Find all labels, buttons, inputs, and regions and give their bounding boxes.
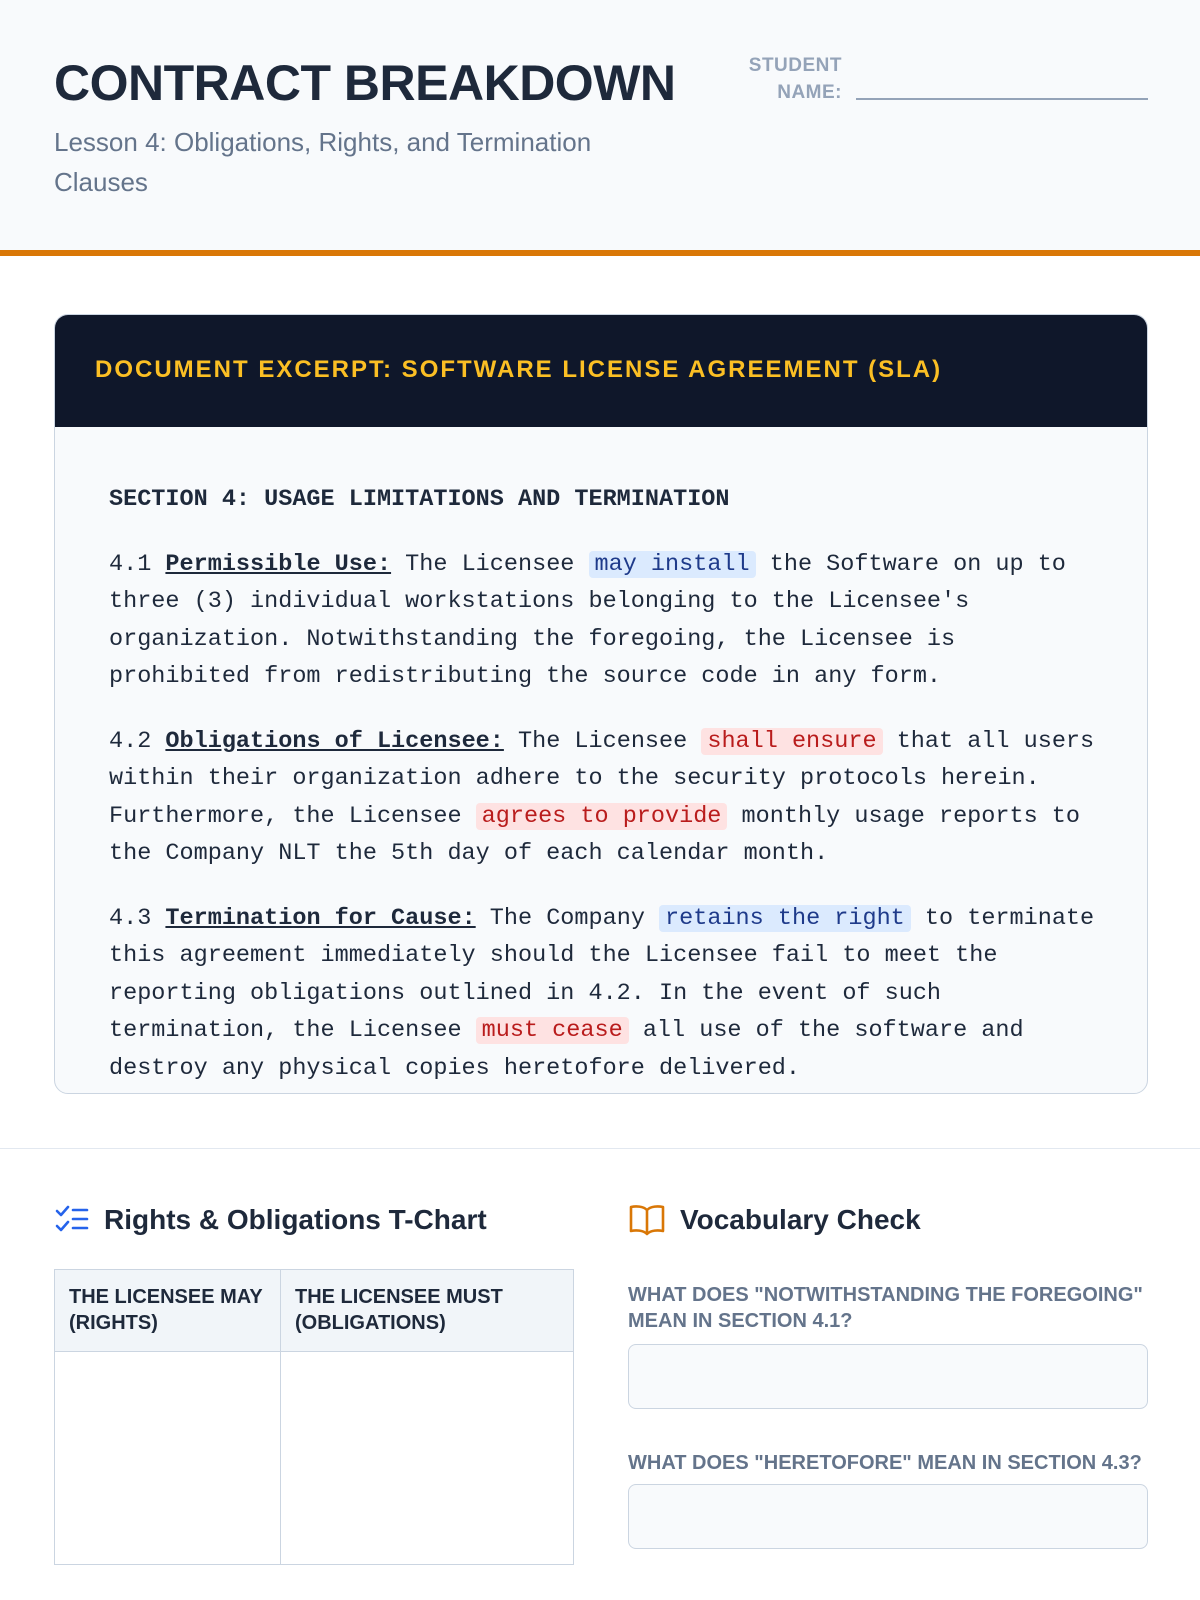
rights-highlight: retains the right bbox=[659, 905, 911, 932]
obligation-highlight: shall ensure bbox=[701, 728, 882, 755]
worksheet-header bbox=[0, 0, 1200, 256]
clause-label: Permissible Use: bbox=[165, 550, 392, 578]
clause-text: The Licensee bbox=[518, 727, 688, 755]
clause-number: 4.2 bbox=[109, 727, 152, 755]
obligation-highlight: agrees to provide bbox=[476, 803, 728, 830]
clause-number: 4.3 bbox=[109, 904, 152, 932]
clause-text: The Licensee bbox=[405, 550, 575, 578]
lesson-subtitle: Lesson 4: Obligations, Rights, and Termination Clauses bbox=[54, 127, 592, 197]
obligation-highlight: must cease bbox=[476, 1017, 629, 1044]
section-heading: SECTION 4: USAGE LIMITATIONS AND TERMINATION bbox=[109, 486, 730, 513]
clause-text: all use of the software and destroy any physical copies heretofore delivered. bbox=[109, 1017, 1024, 1082]
tchart-heading bbox=[54, 1202, 487, 1238]
checklist-icon bbox=[54, 1204, 90, 1236]
rights-highlight: may install bbox=[589, 551, 756, 578]
document-excerpt bbox=[54, 314, 1148, 1094]
excerpt-title: DOCUMENT EXCERPT: SOFTWARE LICENSE AGREEMENT (SLA) bbox=[95, 356, 943, 383]
vocab-answer-2-field[interactable] bbox=[628, 1484, 1148, 1549]
clause-label: Obligations of Licensee: bbox=[165, 727, 504, 755]
clause-text: the Software on up to three (3) individual workstations belonging to the Licensee's organization. Notwithstanding the foregoing, the Licensee is prohibited from redistributing the source code in any form. bbox=[109, 550, 1066, 690]
clause-4-1 bbox=[109, 546, 1109, 696]
vocab-question-2: WHAT DOES "HERETOFORE" MEAN IN SECTION 4.3? bbox=[628, 1452, 1142, 1474]
clause-text: The Company bbox=[489, 904, 645, 932]
page-title: CONTRACT BREAKDOWN bbox=[54, 55, 676, 111]
tchart-column-obligations bbox=[281, 1270, 573, 1564]
tchart-cell-obligations[interactable] bbox=[281, 1352, 573, 1564]
clause-number: 4.1 bbox=[109, 550, 152, 578]
clause-4-2 bbox=[109, 723, 1109, 873]
clause-text: to terminate this agreement immediately should the Licensee fail to meet the reporting obligations outlined in 4.2. In the event of such termination, the Licensee bbox=[109, 904, 1095, 1044]
tchart-header-rights: THE LICENSEE MAY (RIGHTS) bbox=[55, 1270, 280, 1352]
student-name-label: STUDENT NAME: bbox=[748, 55, 842, 103]
student-name-field[interactable] bbox=[856, 98, 1148, 100]
vocab-question-1: WHAT DOES "NOTWITHSTANDING THE FOREGOING" MEAN IN SECTION 4.1? bbox=[628, 1284, 1143, 1332]
tchart-title: Rights & Obligations T-Chart bbox=[104, 1204, 487, 1235]
book-icon bbox=[628, 1203, 666, 1237]
tchart-column-rights bbox=[55, 1270, 281, 1564]
vocab-heading bbox=[628, 1202, 921, 1238]
section-divider bbox=[0, 1148, 1200, 1149]
clause-text: monthly usage reports to the Company NLT the 5th day of each calendar month. bbox=[109, 802, 1080, 867]
excerpt-header bbox=[55, 315, 1147, 427]
clause-4-3 bbox=[109, 900, 1109, 1088]
clause-label: Termination for Cause: bbox=[165, 904, 476, 932]
vocab-answer-1-field[interactable] bbox=[628, 1344, 1148, 1409]
tchart-cell-rights[interactable] bbox=[55, 1352, 280, 1564]
clause-text: that all users within their organization adhere to the security protocols herein. Furthermore, the Licensee bbox=[109, 727, 1095, 830]
vocab-title: Vocabulary Check bbox=[680, 1204, 921, 1235]
excerpt-body bbox=[109, 481, 1109, 1094]
rights-obligations-tchart bbox=[54, 1269, 574, 1565]
tchart-header-obligations: THE LICENSEE MUST (OBLIGATIONS) bbox=[281, 1270, 573, 1352]
